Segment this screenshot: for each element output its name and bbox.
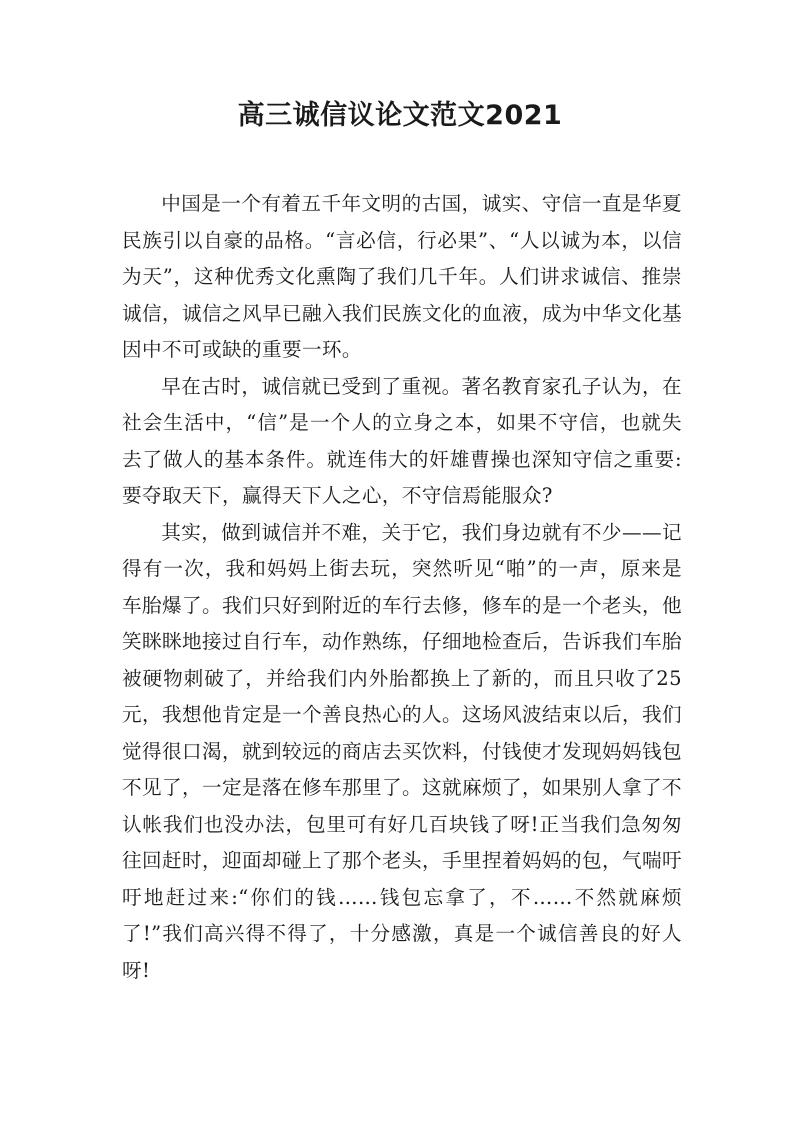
paragraph-2: 早在古时，诚信就已受到了重视。著名教育家孔子认为，在社会生活中，“信”是一个人的立身之本，如果不守信，也就失去了做人的基本条件。就连伟大的奸雄曹操也深知守信之重要:要夺取天下，赢得天下人之心，不守信焉能服众?: [122, 374, 682, 507]
document-body: [122, 186, 682, 989]
paragraph-1: 中国是一个有着五千年文明的古国，诚实、守信一直是华夏民族引以自豪的品格。“言必信，行必果”、“人以诚为本，以信为天”，这种优秀文化熏陶了我们几千年。人们讲求诚信、推崇诚信，诚信之风早已融入我们民族文化的血液，成为中华文化基因中不可或缺的重要一环。: [122, 192, 682, 361]
paragraph-3: 其实，做到诚信并不难，关于它，我们身边就有不少——记得有一次，我和妈妈上街去玩，突然听见“啪”的一声，原来是车胎爆了。我们只好到附近的车行去修，修车的是一个老头，他笑眯眯地接过自行车，动作熟练，仔细地检查后，告诉我们车胎被硬物刺破了，并给我们内外胎都换上了新的，而且只收了25元，我想他肯定是一个善良热心的人。这场风波结束以后，我们觉得很口渴，就到较远的商店去买饮料，付钱使才发现妈妈钱包不见了，一定是落在修车那里了。这就麻烦了，如果别人拿了不认帐我们也没办法，包里可有好几百块钱了呀!正当我们急匆匆往回赶时，迎面却碰上了那个老头，手里捏着妈妈的包，气喘吁吁地赶过来:“你们的钱……钱包忘拿了，不……不然就麻烦了!”我们高兴得不得了，十分感激，真是一个诚信善良的好人呀!: [122, 520, 682, 982]
document-title: 高三诚信议论文范文2021: [237, 100, 563, 131]
